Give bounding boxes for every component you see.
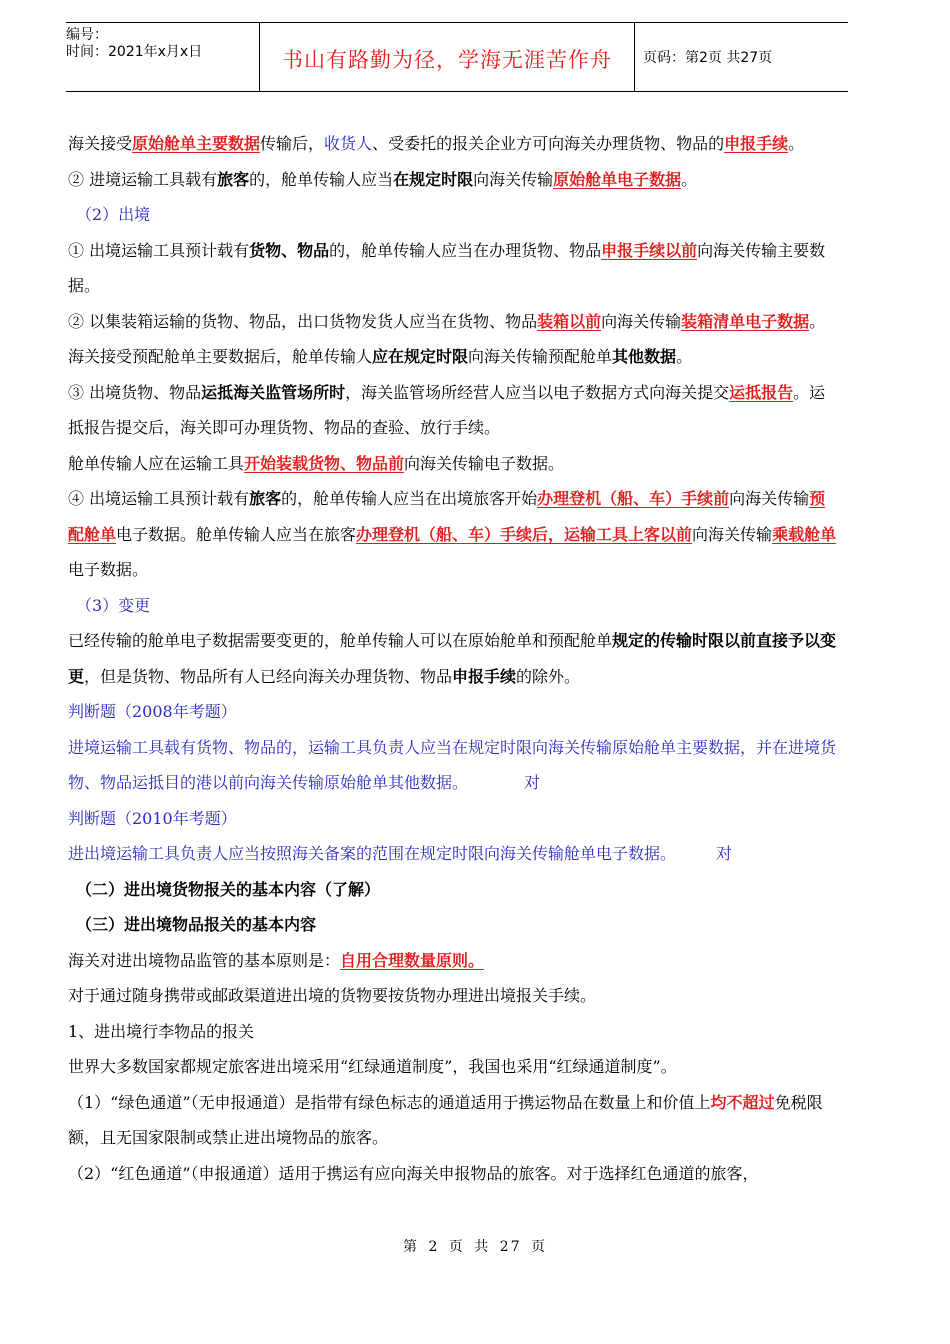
text-run: （3）变更 (76, 595, 151, 615)
text-run: 装箱清单电子数据 (681, 311, 810, 331)
text-run: 收货人 (324, 134, 373, 153)
text-run: 对于通过随身携带或邮政渠道进出境的货物要按货物办理进出境报关手续。 (68, 986, 597, 1005)
text-run: 在规定时限 (393, 169, 474, 189)
text-run: 预配舱单 (68, 489, 826, 544)
text-run: 电子数据。舱单传输人应当在旅客 (116, 524, 357, 544)
text-run: 旅客 (217, 169, 250, 189)
text-run: 已经传输的舱单电子数据需要变更的，舱单传输人可以在原始舱单和预配舱单 (68, 631, 613, 650)
paragraph (68, 481, 840, 588)
text-run: 货物、物品 (249, 240, 330, 260)
text-run: 的，舱单传输人应当在办理货物、物品 (329, 240, 602, 260)
text-run: 申报手续以前 (601, 240, 698, 260)
paragraph (68, 126, 840, 162)
text-run: （1）“绿色通道”（无申报通道）是指带有绿色标志的通道适用于携运物品在数量上和价值上 (68, 1092, 711, 1112)
text-run: 世界大多数国家都规定旅客进出境采用“红绿通道制度”，我国也采用“红绿通道制度”。 (68, 1057, 677, 1076)
text-run: 传输后， (260, 134, 325, 153)
text-run: 规定的传输时限以前直接予以变更 (68, 631, 837, 686)
text-run: ② 进境运输工具载有 (68, 169, 218, 189)
text-run: 申报手续 (452, 666, 517, 686)
paragraph (68, 162, 840, 198)
page-header (66, 22, 848, 92)
text-run: 均不超过 (710, 1092, 775, 1112)
text-run: 的除外。 (516, 666, 581, 686)
text-run: 。 (788, 134, 805, 153)
text-run: 原始舱单电子数据 (553, 169, 682, 189)
text-run: （二）进出境货物报关的基本内容（了解） (76, 879, 381, 899)
text-run: 应在规定时限 (372, 347, 469, 366)
paragraph (68, 304, 840, 375)
text-run: 自用合理数量原则。 (340, 950, 485, 970)
paragraph (68, 943, 840, 979)
text-run: 办理登机（船、车）手续后，运输工具上客以前 (356, 524, 693, 544)
text-run: 向海关传输预配舱单 (468, 347, 613, 366)
text-run: 办理登机（船、车）手续前 (537, 489, 730, 508)
text-run: 申报手续 (724, 134, 789, 153)
text-run: 向海关传输 (692, 524, 773, 544)
text-run: 。海关接受预配舱单主要数据后，舱单传输人 (68, 311, 826, 366)
text-run: 向海关传输电子数据。 (404, 453, 565, 473)
text-run: 开始装载货物、物品前 (244, 453, 405, 473)
text-run: （2）出境 (76, 205, 151, 224)
paragraph (68, 233, 840, 304)
paragraph (68, 1014, 840, 1050)
text-run: 原始舱单主要数据 (132, 134, 261, 153)
text-run: 。运抵报告提交后，海关即可办理货物、物品的查验、放行手续。 (68, 382, 826, 437)
text-run: 乘载舱单 (772, 524, 837, 544)
header-page-info: 页码：第2页 共27页 (643, 50, 773, 66)
text-run: 判断题（2010年考题） (68, 808, 237, 828)
paragraph (68, 1049, 840, 1085)
text-run: 电子数据。 (68, 560, 149, 579)
text-run: ，但是货物、物品所有人已经向海关办理货物、物品 (84, 666, 453, 686)
text-run: 向海关传输 (473, 169, 554, 189)
text-run: 进境运输工具载有货物、物品的，运输工具负责人应当在规定时限向海关传输原始舱单主要数据，并在进境货物、物品运抵目的港以前向海关传输原始舱单其他数据。 对 (68, 737, 837, 792)
header-motto: 书山有路勤为径，学海无涯苦作舟 (259, 23, 635, 91)
text-run: 。 (681, 169, 698, 189)
document-body (68, 126, 840, 1191)
paragraph (68, 1085, 840, 1156)
time-label: 时间：2021年x月x日 (66, 44, 203, 60)
text-run: 。 (676, 347, 693, 366)
paragraph (68, 694, 840, 730)
text-run: 1、进出境行李物品的报关 (68, 1021, 255, 1041)
text-run: 向海关传输 (601, 311, 682, 331)
text-run: 的，舱单传输人应当 (249, 169, 394, 189)
page-footer: 第 2 页 共 27 页 (403, 1239, 547, 1255)
text-run: 运抵报告 (729, 382, 794, 402)
paragraph (68, 623, 840, 694)
text-run: 向海关传输 (729, 489, 810, 508)
text-run: 旅客 (249, 489, 282, 508)
text-run: ③ 出境货物、物品 (68, 382, 202, 402)
paragraph (68, 801, 840, 837)
text-run: （三）进出境物品报关的基本内容 (76, 915, 317, 934)
text-run: ② 以集装箱运输的货物、物品，出口货物发货人应当在货物、物品 (68, 311, 538, 331)
paragraph (68, 1156, 840, 1192)
paragraph (68, 197, 840, 233)
paragraph (68, 375, 840, 446)
paragraph (68, 588, 840, 624)
paragraph (68, 446, 840, 482)
text-run: ① 出境运输工具预计载有 (68, 240, 250, 260)
text-run: 进出境运输工具负责人应当按照海关备案的范围在规定时限向海关传输舱单电子数据。 对 (68, 844, 733, 863)
text-run: 的，舱单传输人应当在出境旅客开始 (281, 489, 538, 508)
text-run: 舱单传输人应在运输工具 (68, 453, 245, 473)
text-run: ④ 出境运输工具预计载有 (68, 489, 250, 508)
code-label: 编号： (66, 27, 108, 43)
paragraph (68, 730, 840, 801)
paragraph (68, 872, 840, 908)
text-run: 运抵海关监管场所时 (201, 382, 346, 402)
paragraph (68, 836, 840, 872)
text-run: 其他数据 (612, 347, 677, 366)
text-run: 、受委托的报关企业方可向海关办理货物、物品的 (372, 134, 725, 153)
text-run: 装箱以前 (537, 311, 602, 331)
paragraph (68, 978, 840, 1014)
header-meta (66, 23, 259, 91)
text-run: ，海关监管场所经营人应当以电子数据方式向海关提交 (345, 382, 730, 402)
text-run: 向海关传输主要数据。 (68, 240, 826, 295)
text-run: 海关对进出境物品监管的基本原则是： (68, 950, 341, 970)
text-run: （2）“红色通道”（申报通道）适用于携运有应向海关申报物品的旅客。对于选择红色通道的旅客， (68, 1163, 759, 1183)
paragraph (68, 907, 840, 943)
text-run: 免税限额，且无国家限制或禁止进出境物品的旅客。 (68, 1092, 823, 1147)
text-run: 判断题（2008年考题） (68, 702, 237, 721)
text-run: 海关接受 (68, 134, 133, 153)
